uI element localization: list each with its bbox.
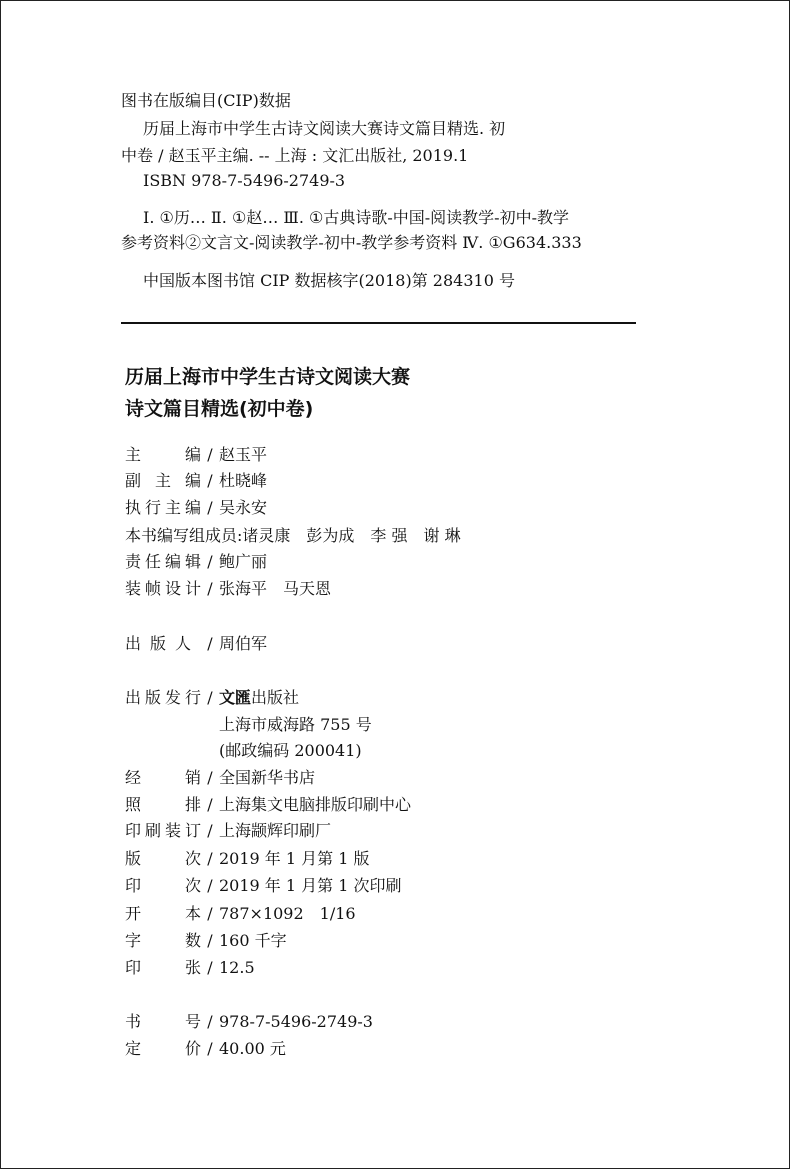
separator-slash: / [207,795,213,814]
distributor-value: 全国新华书店 [219,768,316,787]
separator-slash: / [207,498,213,517]
publisher-address: 上海市威海路 755 号 [219,715,372,734]
typesetting-value: 上海集文电脑排版印刷中心 [219,795,412,814]
publisher-person-label: 出版人 [125,634,191,653]
book-title-line-1: 历届上海市中学生古诗文阅读大赛 [125,366,411,388]
cip-line-6: 中国版本图书馆 CIP 数据核字(2018)第 284310 号 [143,271,515,290]
separator-slash: / [207,849,213,868]
divider-rule [121,322,636,324]
design-value: 张海平 马天恩 [219,579,332,598]
separator-slash: / [207,768,213,787]
issue-value [219,688,299,708]
format-label: 开本 [125,904,201,923]
chief-editor-label: 主编 [125,445,201,464]
separator-slash: / [207,445,213,464]
resp-editor-value: 鲍广丽 [219,552,268,571]
separator-slash: / [207,821,213,840]
cip-line-1: 历届上海市中学生古诗文阅读大赛诗文篇目精选. 初 [143,119,506,138]
edition-value: 2019 年 1 月第 1 版 [219,849,370,868]
impression-label: 印次 [125,876,201,895]
publisher-person-value: 周伯军 [219,634,268,653]
members-value: 诸灵康 彭为成 李 强 谢 琳 [242,526,461,545]
edition-label: 版次 [125,849,201,868]
separator-slash: / [207,1039,213,1058]
issue-label: 出版发行 [125,688,201,707]
separator-slash: / [207,471,213,490]
cip-heading: 图书在版编目(CIP)数据 [121,91,291,110]
design-label: 装帧设计 [125,579,201,598]
separator-slash: / [207,931,213,950]
separator-slash: / [207,876,213,895]
printing-label: 印刷装订 [125,821,201,840]
members-label: 本书编写组成员: [125,526,243,545]
issue-name: 出版社 [251,688,300,707]
isbn-value: 978-7-5496-2749-3 [219,1012,373,1031]
credit-row-members [125,526,461,546]
cip-line-3: ISBN 978-7-5496-2749-3 [143,171,346,190]
publisher-postcode: (邮政编码 200041) [219,741,362,760]
exec-editor-value: 吴永安 [219,498,268,517]
typesetting-label: 照排 [125,795,201,814]
resp-editor-label: 责任编辑 [125,552,201,571]
wordcount-label: 字数 [125,931,201,950]
separator-slash: / [207,579,213,598]
distributor-label: 经销 [125,768,201,787]
printing-value: 上海颛辉印刷厂 [219,821,332,840]
separator-slash: / [207,552,213,571]
wordcount-value: 160 千字 [219,931,287,950]
sheets-value: 12.5 [219,958,255,977]
format-value: 787×1092 1/16 [219,904,356,923]
cip-line-5: 参考资料②文言文-阅读教学-初中-教学参考资料 Ⅳ. ①G634.333 [121,233,582,252]
separator-slash: / [207,634,213,653]
separator-slash: / [207,688,213,707]
deputy-editor-label: 副主编 [125,471,201,490]
price-label: 定价 [125,1039,201,1058]
separator-slash: / [207,904,213,923]
impression-value: 2019 年 1 月第 1 次印刷 [219,876,402,895]
exec-editor-label: 执行主编 [125,498,201,517]
price-value: 40.00 元 [219,1039,286,1058]
sheets-label: 印张 [125,958,201,977]
separator-slash: / [207,958,213,977]
isbn-label: 书号 [125,1012,201,1031]
wenhui-logo-text: 文匯 [219,688,252,707]
cip-line-4: Ⅰ. ①历… Ⅱ. ①赵… Ⅲ. ①古典诗歌-中国-阅读教学-初中-教学 [143,208,569,227]
deputy-editor-value: 杜晓峰 [219,471,268,490]
book-title-line-2: 诗文篇目精选(初中卷) [125,398,314,420]
cip-line-2: 中卷 / 赵玉平主编. -- 上海 : 文汇出版社, 2019.1 [121,146,469,165]
chief-editor-value: 赵玉平 [219,445,268,464]
separator-slash: / [207,1012,213,1031]
